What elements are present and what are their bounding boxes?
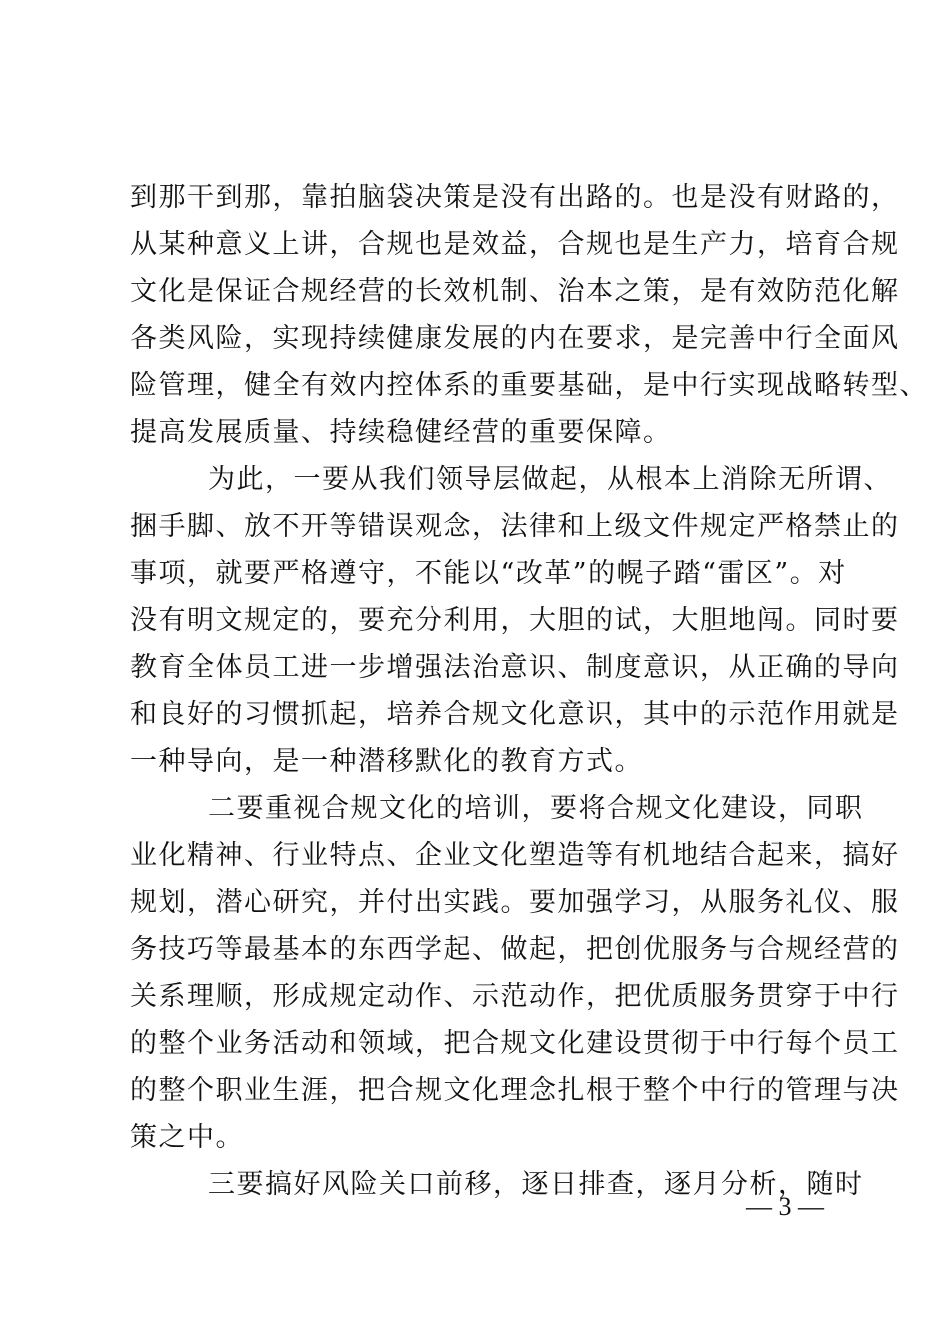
text-line: 文化是保证合规经营的长效机制、治本之策，是有效防范化解 [130,276,900,307]
text-line: 各类风险，实现持续健康发展的内在要求，是完善中行全面风 [130,323,900,354]
text-line: 从某种意义上讲，合规也是效益，合规也是生产力，培育合规 [130,229,900,260]
text-line: 没有明文规定的，要充分利用，大胆的试，大胆地闯。同时要 [130,605,900,636]
text-line: 捆手脚、放不开等错误观念，法律和上级文件规定严格禁止的 [130,511,900,542]
text-line: 一种导向，是一种潜移默化的教育方式。 [130,746,643,777]
paragraph-start-line: 二要重视合规文化的培训，要将合规文化建设，同职 [208,793,864,824]
text-line: 关系理顺，形成规定动作、示范动作，把优质服务贯穿于中行 [130,981,900,1012]
text-line: 策之中。 [130,1122,244,1153]
text-line: 到那干到那，靠拍脑袋决策是没有出路的。也是没有财路的， [130,182,900,213]
text-line: 和良好的习惯抓起，培养合规文化意识，其中的示范作用就是 [130,699,900,730]
paragraph-start-line: 为此，一要从我们领导层做起，从根本上消除无所谓、 [208,464,892,495]
text-line: 的整个职业生涯，把合规文化理念扎根于整个中行的管理与决 [130,1075,900,1106]
text-line: 教育全体员工进一步增强法治意识、制度意识，从正确的导向 [130,652,900,683]
text-line: 的整个业务活动和领域，把合规文化建设贯彻于中行每个员工 [130,1028,900,1059]
text-line: 险管理，健全有效内控体系的重要基础，是中行实现战略转型、 [130,370,928,401]
text-line: 规划，潜心研究，并付出实践。要加强学习，从服务礼仪、服 [130,887,900,918]
text-line: 事项，就要严格遵守，不能以“改革”的幌子踏“雷区”。对 [130,558,847,589]
text-line: 务技巧等最基本的东西学起、做起，把创优服务与合规经营的 [130,934,900,965]
page-number: — 3 — [746,1192,824,1221]
paragraph-start-line: 三要搞好风险关口前移，逐日排查，逐月分析，随时 [208,1169,864,1200]
text-line: 业化精神、行业特点、企业文化塑造等有机地结合起来，搞好 [130,840,900,871]
text-line: 提高发展质量、持续稳健经营的重要保障。 [130,417,672,448]
